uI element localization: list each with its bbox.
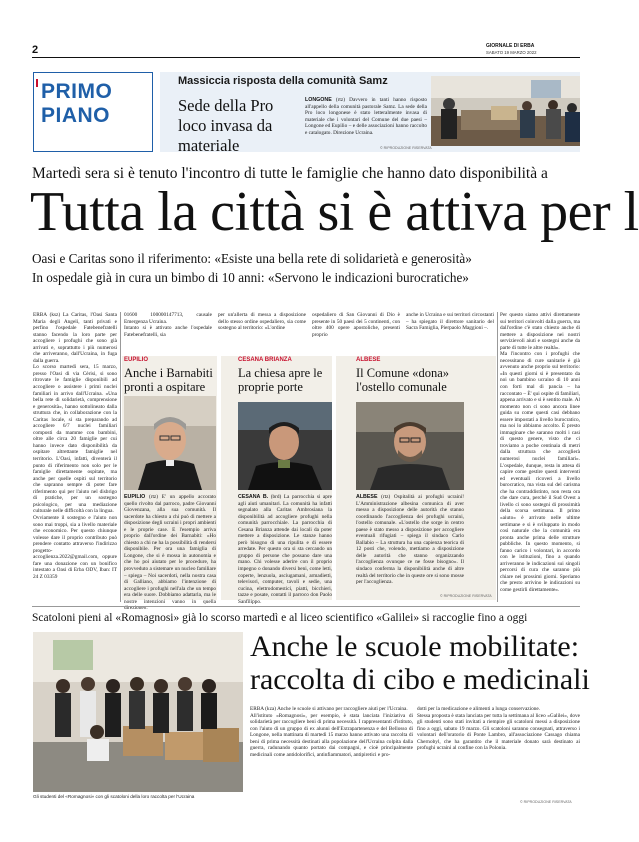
box-albese-credit: © RIPRODUZIONE RISERVATA: [440, 594, 492, 598]
col-divider: [120, 312, 121, 602]
main-headline: Tutta la città si è attiva per l: [30, 181, 639, 243]
box-cesana-tag: CESANA BRIANZA: [238, 357, 292, 363]
top-story-photo: [431, 76, 580, 146]
main-subhead-1: Oasi e Caritas sono il riferimento: «Esiste una bella rete di solidarietà e generosità»: [32, 251, 472, 266]
priest-photo: [124, 396, 216, 490]
bottom-kicker: Scatoloni pieni al «Romagnosi» già lo scorso martedì e al liceo scientifico «Galilei» si raccoglie fino a oggi: [32, 612, 528, 624]
section-label-line1: PRIMO: [41, 80, 113, 103]
box-eupilio-headline: Anche i Barnabiti pronti a ospitare: [124, 366, 213, 394]
box-albese-tag: ALBESE: [356, 357, 381, 363]
page-number: 2: [32, 44, 39, 56]
main-col-1: ERBA (ksz) La Caritas, l'Oasi Santa Maria degli Angeli, tanti privati e perfino l'ospedale Fatebenefratelli stanno facendo la loro parte per accogliere i profughi che sono già arrivati e, soprattutto i più numerosi che arriveranno, dall'Ucraina, in fuga dalla guerra. Lo scorso martedì sera, 15 marzo, presso l'Oasi di via Cèrisi, si sono ritrovate le famiglie disponibili ad accogliere o assistere i primi nuclei familiari in arrivo dall'Ucraina. «Una bella rete di solidarietà, comprensione e generosità», hanno sottolineato dalla struttura che, in collaborazione con la Caritas locale, si sta preparando ad accogliere 6/7 nuclei familiari composti da mamme con bambini, oltre alle circa 20 famiglie per cui hanno invece dato disponibilità da ospitare altrettante famiglie nel territorio. L'Oasi, infatti, diventerà il punto di riferimento non solo per le famiglie direttamente ospitate, ma anche per quelle ospiti sul territorio che sapranno sempre di poter fare riferimento qui per l'aiuto nel disbrigo di pratiche, per un sostegno psicologico, per una mediazione culturale nelle difficoltà con la lingua. Ovviamente il sostegno e l'aiuto non sono mai troppi, sia a livello materiale che economico. Per questo chiunque volesse dare il proprio contributo può prendere contatto attraverso l'indirizzo progetto-accoglienza.2022@gmail.com, oppure fare una donazione con un bonifico intestato a Oasi di Erba ODV, Iban: IT 24 Z 03359: [33, 312, 117, 580]
box-eupilio-body: [124, 494, 216, 612]
mayor-photo: [356, 402, 464, 490]
box-albese-headline: Il Comune «dona» l'ostello comunale: [356, 366, 450, 394]
box-cesana-photo: [238, 402, 332, 490]
box-cesana-body: [238, 494, 333, 605]
bottom-col-1: ERBA (kza) Anche le scuole si attivano per raccogliere aiuti per l'Ucraina. All'istituto «Romagnosi», per esempio, è stata lanciata l'iniziativa di solidarietà per raccogliere beni di prima necessità. I rappresentanti d'istituto, con l'aiuto di un gruppo di ex alunni dell'Extrapartenenza e del Bellosso di Longone, nella mattinata di martedì 15 marzo hanno attivato una raccolta di beni di prima necessità destinati alla popolazione dell'Ucraina colpita dalla guerra, radunando quanto portato dai compagni, e cioè principalmente medicinali come antidolorifici, antinfiammatori, antipiretici e pro-: [250, 706, 413, 758]
box-albese-text: (rtz) Ospitalità ai profughi ucraini! L'Amministrazione albesina comunica di aver messo a disposizione delle autorità che stanno coordinando l'accoglienza dei profughi ucraini, l'ostello comunale. «L'ostello che sorge in centro paese è stato messo a disposizione per accogliere eventuali rifugiati – spiega il sindaco Carlo Ballabio – La struttura ha una capienza teorica di 12 posti che, volendo, mettiamo a disposizione delle autorità che stanno organizzando l'accoglienza ovunque ce ne fosse bisogno». Il sindaco conferma la disponibilità anche di altre realtà del territorio che in queste ore si sono mosse per l'accoglienza.: [356, 494, 464, 586]
top-story-headline: Sede della Pro loco invasa da materiale: [178, 96, 274, 155]
issue-date: SABATO 19 MARZO 2022: [486, 50, 537, 55]
main-col-5: anche in Ucraina e sui territori circostanti – ha spiegato il direttore sanitario del Sacra Famiglia, Pierpaolo Maggioni –.: [406, 312, 494, 332]
bottom-credit: © RIPRODUZIONE RISERVATA: [520, 800, 572, 804]
main-col-3: per un'allerta di messa a disposizione dello stesso ordine ospedaliero, sia come sostegno al territorio: «L'ordine: [218, 312, 306, 332]
main-subhead-2: In ospedale già in cura un bimbo di 10 anni: «Servono le indicazioni burocratiche»: [32, 270, 469, 285]
box-albese-place: ALBESE: [356, 494, 378, 500]
main-col-4: ospedaliero di San Giovanni di Dio è presente in 50 paesi dei 5 continenti, con oltre 400 opere apostoliche, presenti proprio: [312, 312, 400, 338]
top-story-place: LONGONE: [305, 97, 332, 103]
box-cesana-text: (brd) La parrocchia si apre agli aiuti umanitari. La comunità ha infatti segnalato alla Caritas Ambrosiana la disponibilità ad accogliere profughi nella comunità parrocchiale. La parrocchia di Cesana Brianza attende dai locali da poter mettere a disposizione. Le stanze hanno però bisogno di una ripulita e di essere arredate. Per questo ora si sta cercando un gruppo di persone che possano dare una mano. Chi volesse aderire con il proprio impegno o donando diversi beni, come letti, coperte, lenzuola, asciugamani, armadietti, televisori, computer, tavoli e sedie, una cucina, elettrodomestici, piatti, bicchieri, tazze e posate, contatti il parroco don Paolo Sanfilippo.: [238, 494, 333, 605]
main-col-2: 01600 100000147713, causale Emergenza Ucraina. Intanto si è attivato anche l'ospedale Fatebenefratelli, sia: [124, 312, 212, 338]
top-story-title: Massiccia risposta della comunità Samz: [178, 75, 388, 87]
section-label-accent: [36, 79, 38, 87]
bottom-photo-caption: Gli studenti del «Romagnosi» con gli scatoloni della loro raccolta per l'Ucraina: [33, 794, 195, 799]
parish-priest-photo: [238, 402, 332, 490]
newspaper-name: GIORNALE DI ERBA: [486, 43, 535, 49]
section-label-line2: PIANO: [41, 104, 111, 127]
box-albese-body: [356, 494, 464, 592]
volunteers-photo: [431, 76, 580, 146]
main-kicker: Martedì sera si è tenuto l'incontro di tutte le famiglie che hanno dato disponibilità a: [32, 165, 548, 182]
bottom-rule: [32, 606, 580, 607]
top-story-text: Davvero in tanti hanno risposto all'appello della comunità pastorale Samz. La sede della Pro loco longonese è stato letteralmente invasa di materiale che i volontari del Comune del due paesi – Longone ed Eupilio – e delle associazioni hanno raccolto e catalogato. Direzione Ucraina.: [305, 97, 428, 136]
main-right-col: Per questo siamo attivi direttamente sui territori coinvolti dalla guerra, ma dall'ordine c'è stato chiesto anche di mettere a disposizione nei nostri servizievoli aiuti e sostegni anche da parte di tutte le altre realtà». Ma l'incontro con i profughi che necessitano di cure sanitarie è già avvenuto anche proprio sul territorio: «In questi giorni si è presentato da noi un bambino ucraino di 10 anni con forti mal di pancia – ha raccontato – È' qui ospite di familiari, appena arrivato e si è sentito male. Al momento non ci sono ancora linee guida su come questi casi debbano essere impostati a livello burocratico, ma noi lo abbiamo accolto. È presto immaginare che saranno molti i casi di questo genere, visto che ci troviamo a poche centinaia di metri dalla struttura che accoglierà numerosi nuclei familiari». L'ospedale, dunque, resta in attesa di capire come gestire questi interventi ed eventuali ricoveri a livello burocratico, ma vista sul del carisma che ha contraddistinto, non resta ora che dare cura, perché il Sud Ovest a livello ci sono sostegni di prossimità della scorsa settimana. Il primo «aiuto» è arrivato nelle ultime settimane e si è sviluppato in modo così naturale che la comunità era pronta anche prima delle strutture pubbliche. In questo momento, si fanno carico i volontari, in accordo con le istituzioni, fino a quando arriveranno le indicazioni sui singoli percorsi di cura che saranno più chiare nei prossimi giorni. Speriamo che presto arrivino le indicazioni su come gestirli direttamente».: [500, 312, 580, 593]
students-photo: [33, 632, 243, 792]
header-rule: [32, 57, 580, 58]
bottom-headline-1: Anche le scuole mobilitate:: [250, 630, 580, 663]
top-story-body: [305, 97, 427, 137]
box-eupilio-tag: EUPILIO: [124, 357, 149, 363]
top-story-credit: © RIPRODUZIONE RISERVATA: [380, 146, 432, 150]
box-cesana-place: CESANA B.: [238, 494, 269, 500]
bottom-col-2: dotti per la medicazione e alimenti a lunga conservazione. Stessa proposta è stata lanciata per tutta la settimana al liceo «Galilei», dove gli studenti sono stati invitati a riempire gli scatoloni messi a disposizione fino a oggi, sabato 19 marzo. Gli scatoloni saranno consegnati, attraverso i volontari dell'oratorio di Ponte Lambro, all'associazione Cassago chiama Chernobyl, che ha garantito che il materiale donato sarà destinato ai profughi ucraini al confine con la Polonia.: [417, 706, 580, 752]
box-cesana-headline: La chiesa apre le proprie porte: [238, 366, 323, 394]
box-albese-photo: [356, 402, 464, 490]
bottom-headline-2: raccolta di cibo e medicinali: [250, 663, 590, 696]
col-divider: [497, 312, 498, 602]
box-eupilio-text: (rtz) E' un appello accorato quello rivolto dal parroco, padre Giovanni Giovenzana, alla sua comunità. Il sacerdote ha chiesto a chi può di mettere a disposizione degli ucraini i propri ambienti e le proprie case. E l'esempio arriva proprio dall'ordine dei Barnabiti: «Ho chiesto a chi ne ha la possibilità di rendersi disponibile. Per ora una famiglia di Longone, che si è mossa in autonomia e che ho poi aiutato per le procedure, ha provveduto a sistemare un nucleo familiare – spiega – Noi sacerdoti, nella nostra casa di Galliano, abbiamo l'intenzione di accogliere i profughi nell'ala che un tempo era delle suore. Dobbiamo adattarla, ma le nostre intenzioni vanno in quella direzione».: [124, 494, 216, 612]
box-eupilio-photo: [124, 396, 216, 490]
bottom-photo: [33, 632, 243, 792]
box-eupilio-place: EUPILIO: [124, 494, 146, 500]
top-story-place-paren: (rtz): [335, 97, 346, 103]
